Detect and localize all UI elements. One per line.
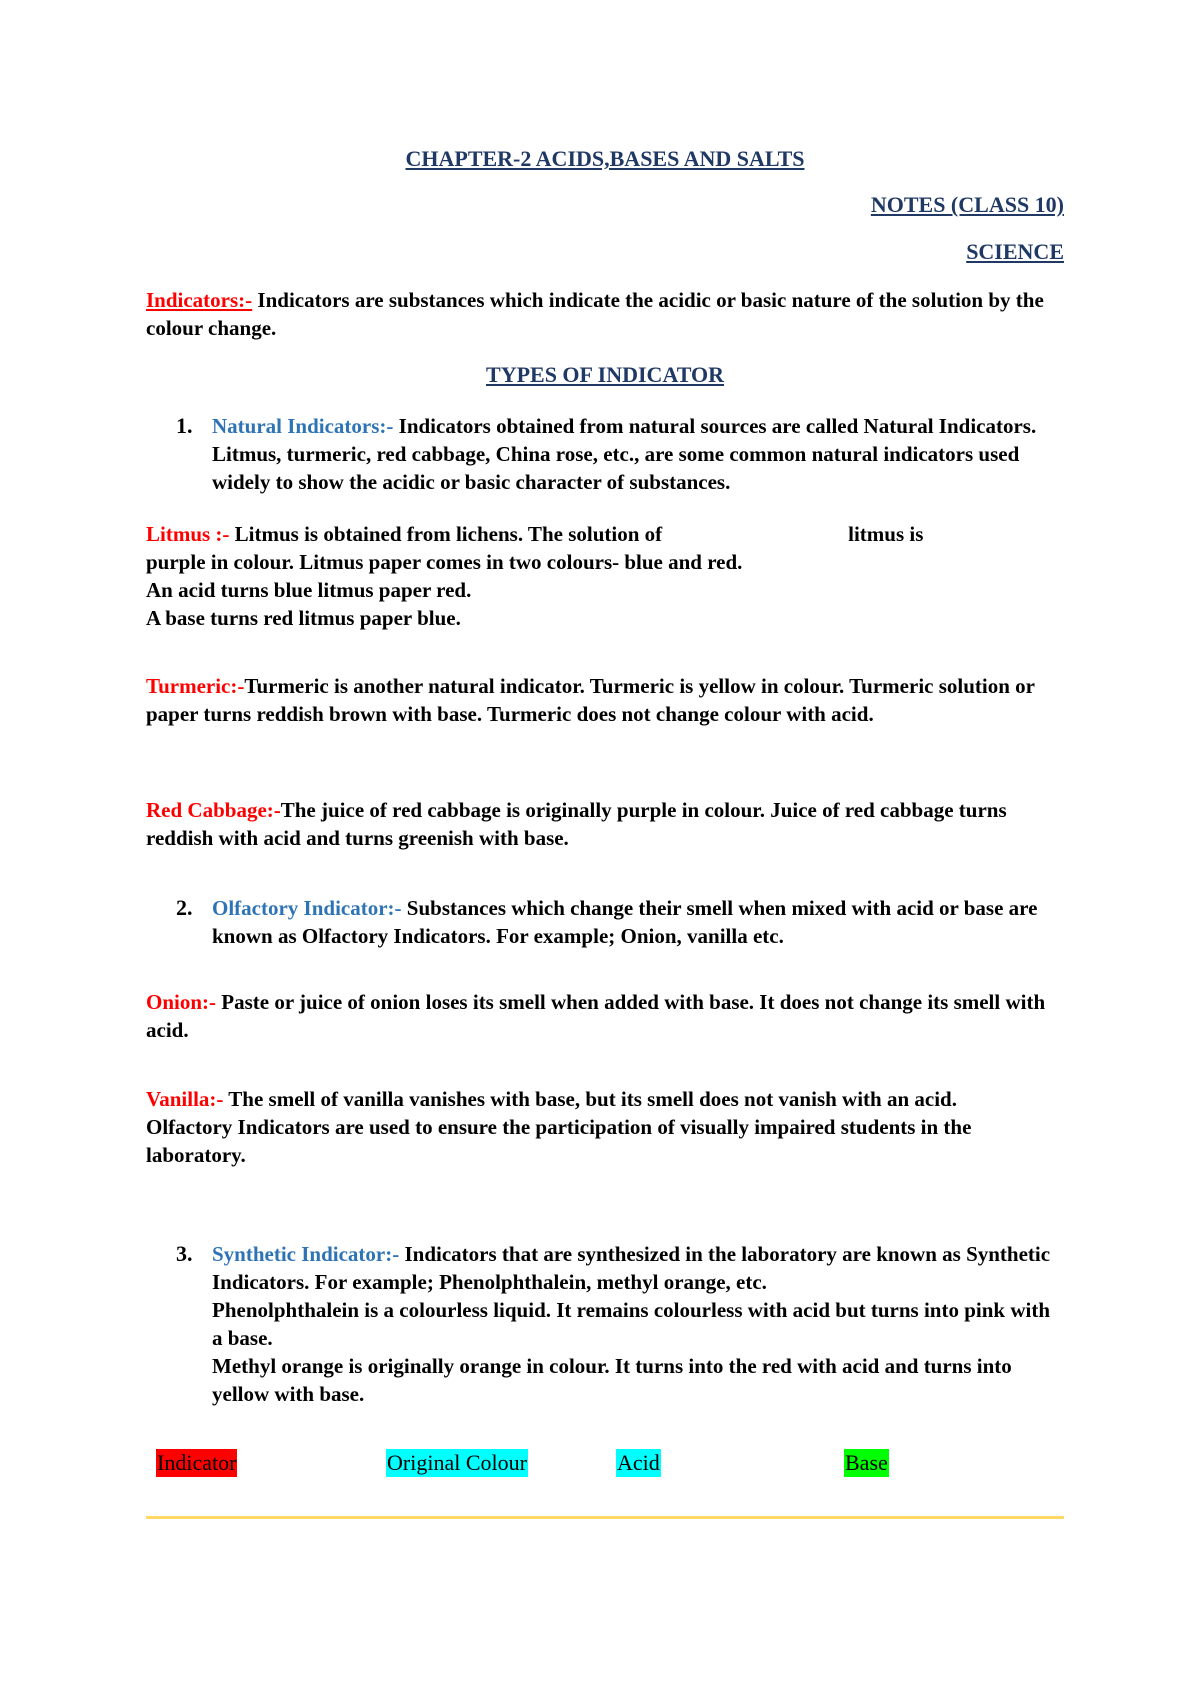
litmus-label: Litmus :- xyxy=(146,522,230,546)
vanilla-label: Vanilla:- xyxy=(146,1087,224,1111)
types-heading: TYPES OF INDICATOR xyxy=(486,362,724,387)
synthetic-indicator-item xyxy=(176,1240,1064,1408)
litmus-line3: An acid turns blue litmus paper red. xyxy=(146,578,472,602)
onion-label: Onion:- xyxy=(146,990,217,1014)
subject-heading: SCIENCE xyxy=(966,239,1064,264)
vanilla-paragraph xyxy=(146,1085,1064,1169)
header-cell-base: Base xyxy=(845,1450,888,1475)
natural-indicators-text: Indicators obtained from natural sources are called Natural Indicators. Litmus, turmeric, red cabbage, China rose, etc., are some common natural indicators used widely to show the acidic or basic character of substances. xyxy=(212,414,1037,494)
turmeric-label: Turmeric:- xyxy=(146,674,245,698)
red-cabbage-label: Red Cabbage:- xyxy=(146,798,281,822)
header-cell-indicator: Indicator xyxy=(157,1450,237,1475)
synthetic-indicator-label: Synthetic Indicator:- xyxy=(212,1242,400,1266)
turmeric-paragraph xyxy=(146,672,1064,728)
item-number: 1. xyxy=(176,413,193,438)
onion-paragraph xyxy=(146,988,1064,1044)
natural-indicators-item xyxy=(176,412,1064,496)
vanilla-extra: Olfactory Indicators are used to ensure the participation of visually impaired students in the laboratory. xyxy=(146,1115,972,1167)
litmus-line4: A base turns red litmus paper blue. xyxy=(146,606,461,630)
item-number: 2. xyxy=(176,895,193,920)
notes-heading: NOTES (CLASS 10) xyxy=(870,192,1064,217)
olfactory-indicator-text: Substances which change their smell when mixed with acid or base are known as Olfactory Indicators. For example; Onion, vanilla etc. xyxy=(212,896,1038,948)
table-border-line xyxy=(146,1516,1064,1519)
indicators-definition xyxy=(146,286,1064,342)
litmus-text-b: litmus is xyxy=(848,522,924,546)
litmus-paragraph xyxy=(146,520,1064,632)
turmeric-text: Turmeric is another natural indicator. Turmeric is yellow in colour. Turmeric solution or paper turns reddish brown with base. Turmeric does not change colour with acid. xyxy=(146,674,1035,726)
indicators-text: Indicators are substances which indicate the acidic or basic nature of the solution by the colour change. xyxy=(146,288,1044,340)
synthetic-line3: Methyl orange is originally orange in colour. It turns into the red with acid and turns into yellow with base. xyxy=(212,1354,1012,1406)
header-cell-original-colour: Original Colour xyxy=(387,1450,527,1475)
chapter-title: CHAPTER-2 ACIDS,BASES AND SALTS xyxy=(405,146,805,171)
natural-indicators-label: Natural Indicators:- xyxy=(212,414,394,438)
header-cell-acid: Acid xyxy=(617,1450,660,1475)
vanilla-text: The smell of vanilla vanishes with base, but its smell does not vanish with an acid. xyxy=(223,1087,957,1111)
olfactory-indicator-item xyxy=(176,894,1064,950)
litmus-line2: purple in colour. Litmus paper comes in two colours- blue and red. xyxy=(146,550,743,574)
red-cabbage-paragraph xyxy=(146,796,1064,852)
item-number: 3. xyxy=(176,1241,193,1266)
litmus-text-a: Litmus is obtained from lichens. The solution of xyxy=(229,522,663,546)
olfactory-indicator-label: Olfactory Indicator:- xyxy=(212,896,402,920)
onion-text: Paste or juice of onion loses its smell when added with base. It does not change its smell with acid. xyxy=(146,990,1046,1042)
synthetic-indicator-text: Indicators that are synthesized in the laboratory are known as Synthetic Indicators. For example; Phenolphthalein, methyl orange, etc. xyxy=(212,1242,1051,1294)
indicators-label: Indicators:- xyxy=(146,288,253,312)
red-cabbage-text: The juice of red cabbage is originally purple in colour. Juice of red cabbage turns reddish with acid and turns greenish with base. xyxy=(146,798,1007,850)
indicator-table-header xyxy=(146,1449,1064,1479)
synthetic-line2: Phenolphthalein is a colourless liquid. It remains colourless with acid but turns into pink with a base. xyxy=(212,1298,1051,1350)
